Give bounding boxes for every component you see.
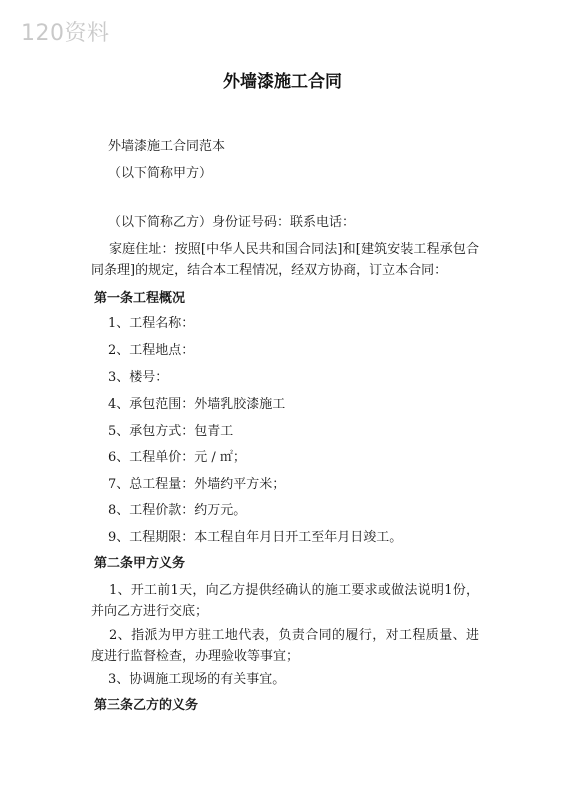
section-1-heading: 第一条工程概况 [94, 291, 186, 306]
section-1-item: 8、工程价款：约万元。 [108, 503, 247, 518]
section-1-item: 3、楼号： [108, 370, 169, 385]
section-3-heading: 第三条乙方的义务 [94, 698, 199, 713]
section-1-item: 9、工程期限：本工程自年月日开工至年月日竣工。 [108, 530, 403, 545]
section-2-heading: 第二条甲方义务 [94, 556, 186, 571]
section-2-item: 1、开工前1天，向乙方提供经确认的施工要求或做法说明1份，并向乙方进行交底； [91, 583, 479, 619]
section-1-item: 6、工程单价：元 / ㎡； [108, 450, 246, 465]
party-b-line: （以下简称乙方）身份证号码：联系电话： [108, 215, 356, 230]
section-1-item: 5、承包方式：包青工 [108, 424, 234, 439]
section-2-item: 3、协调施工现场的有关事宜。 [108, 672, 286, 687]
section-2-item: 2、指派为甲方驻工地代表，负责合同的履行，对工程质量、进度进行监督检查，办理验收等事宜； [91, 628, 479, 664]
section-1-item: 1、工程名称： [108, 316, 195, 331]
section-1-item: 7、总工程量：外墙约平方米； [108, 477, 286, 492]
template-name: 外墙漆施工合同范本 [108, 139, 226, 154]
document-title: 外墙漆施工合同 [223, 72, 342, 92]
address-paragraph: 家庭住址：按照[中华人民共和国合同法]和[建筑安装工程承包合同条理]的规定，结合本工程情况，经双方协商，订立本合同： [91, 242, 479, 278]
section-1-item: 4、承包范围：外墙乳胶漆施工 [108, 397, 286, 412]
section-1-item: 2、工程地点： [108, 343, 195, 358]
watermark-logo: 120资料 [21, 21, 110, 46]
party-a-line: （以下简称甲方） [108, 166, 213, 181]
